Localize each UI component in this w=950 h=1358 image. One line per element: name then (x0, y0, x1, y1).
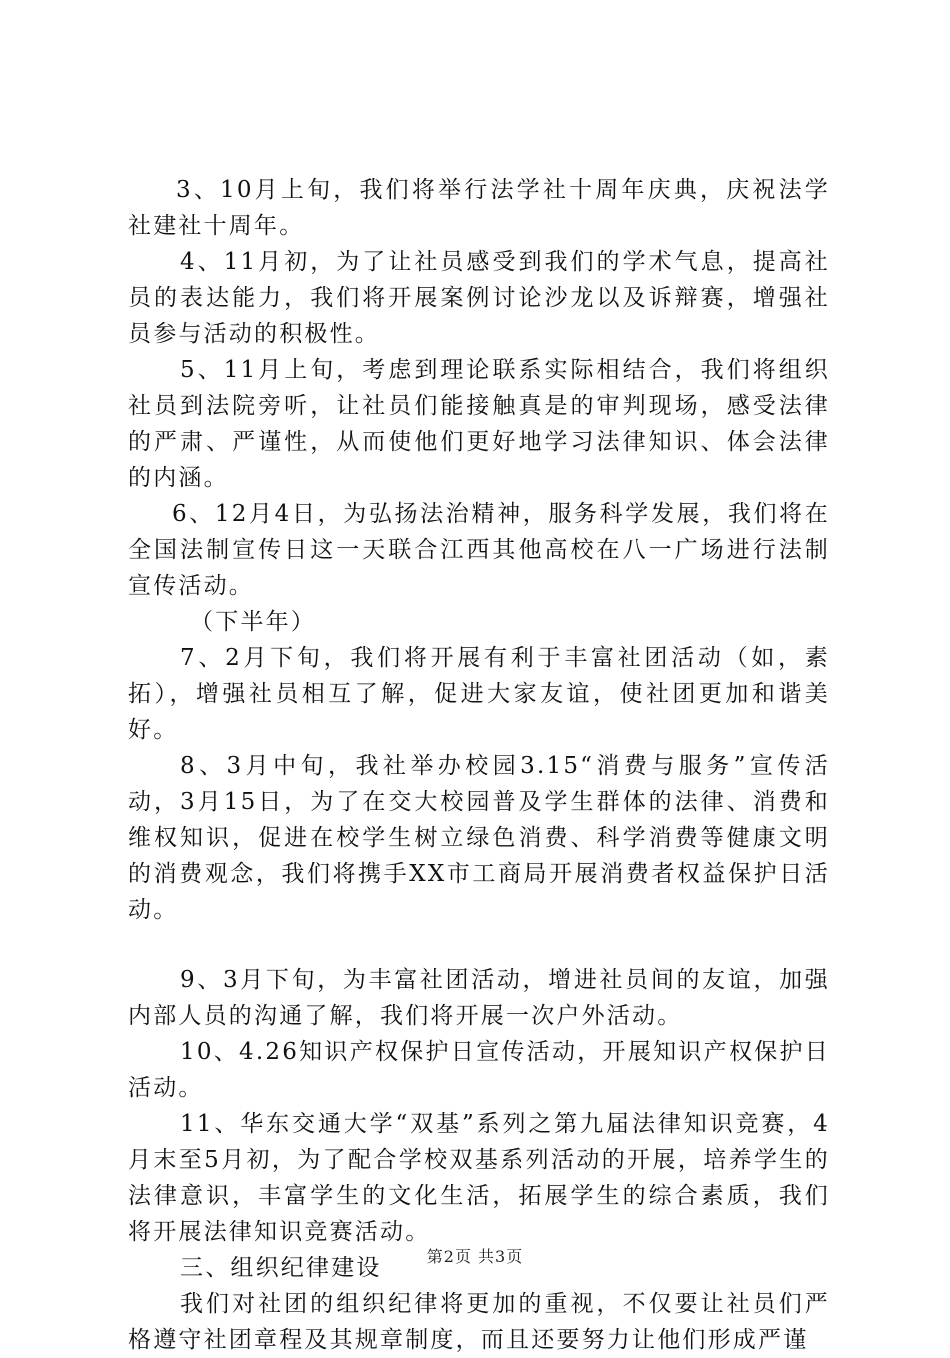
section-heading-discipline: 三、组织纪律建设 (180, 1255, 382, 1281)
paragraph-item-8: 8、3月中旬，我社举办校园3.15“消费与服务”宣传活动，3月15日，为了在交大校园普及学生群体的法律、消费和维权知识，促进在校学生树立绿色消费、科学消费等健康文明的消费观念，我们将携手XX市工商局开展消费者权益保护日活动。 (128, 753, 830, 923)
paragraph-discipline-body: 我们对社团的组织纪律将更加的重视，不仅要让社员们严格遵守社团章程及其规章制度，而且还要努力让他们形成严谨 (128, 1291, 830, 1353)
page-number-footer: 第2页 共3页 (426, 1247, 524, 1266)
section-label-second-half: （下半年） (190, 609, 316, 635)
paragraph-item-5: 5、11月上旬，考虑到理论联系实际相结合，我们将组织社员到法院旁听，让社员们能接触真是的审判现场，感受法律的严肃、严谨性，从而使他们更好地学习法律知识、体会法律的内涵。 (128, 357, 830, 491)
paragraph-item-3: 3、10月上旬，我们将举行法学社十周年庆典，庆祝法学社建社十周年。 (128, 177, 830, 239)
paragraph-item-7: 7、2月下旬，我们将开展有利于丰富社团活动（如，素拓），增强社员相互了解，促进大家友谊，使社团更加和谐美好。 (128, 645, 830, 743)
paragraph-item-10: 10、4.26知识产权保护日宣传活动，开展知识产权保护日活动。 (128, 1039, 830, 1101)
paragraph-item-11: 11、华东交通大学“双基”系列之第九届法律知识竞赛，4月末至5月初，为了配合学校双基系列活动的开展，培养学生的法律意识，丰富学生的文化生活，拓展学生的综合素质，我们将开展法律知识竞赛活动。 (128, 1111, 830, 1245)
paragraph-item-6: 6、12月4日，为弘扬法治精神，服务科学发展，我们将在全国法制宣传日这一天联合江西其他高校在八一广场进行法制宣传活动。 (128, 501, 830, 599)
document-body (128, 172, 830, 1358)
paragraph-item-4: 4、11月初，为了让社员感受到我们的学术气息，提高社员的表达能力，我们将开展案例讨论沙龙以及诉辩赛，增强社员参与活动的积极性。 (128, 249, 830, 347)
paragraph-item-9: 9、3月下旬，为丰富社团活动，增进社员间的友谊，加强内部人员的沟通了解，我们将开展一次户外活动。 (128, 967, 830, 1029)
